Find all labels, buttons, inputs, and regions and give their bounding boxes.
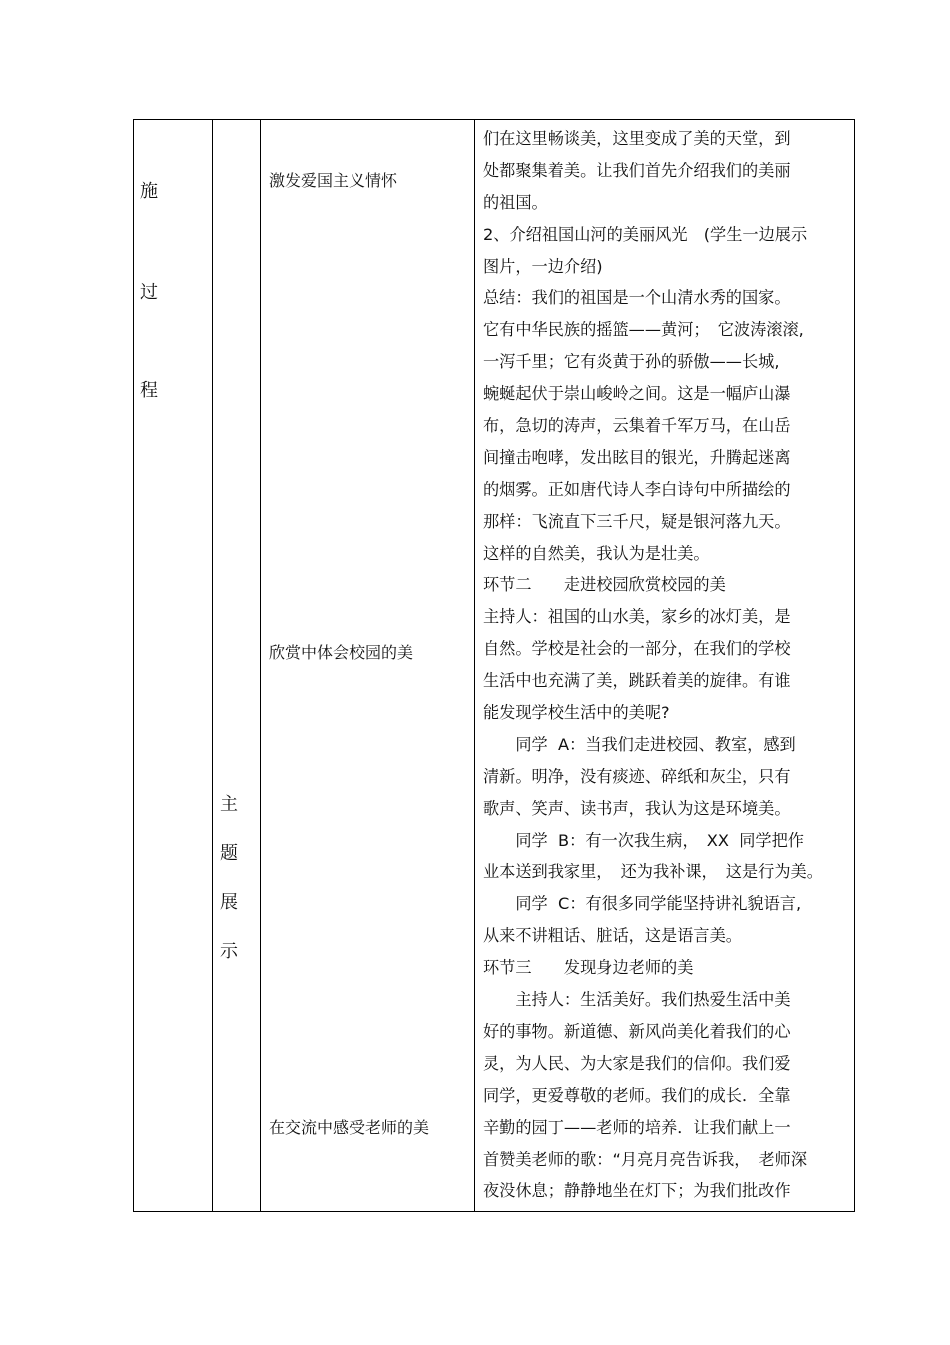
content-line: 的烟雾。正如唐代诗人李白诗句中所描绘的 — [483, 479, 791, 499]
theme-label-char-3: 展 — [220, 892, 238, 913]
theme-label-char-4: 示 — [220, 941, 238, 962]
content-line: 辛勤的园丁——老师的培养．让我们献上一 — [483, 1117, 791, 1137]
content-line: 同学 B：有一次我生病， XX 同学把作 — [483, 830, 804, 850]
content-line: 环节二 走进校园欣赏校园的美 — [483, 575, 726, 595]
content-line: 灵，为人民、为大家是我们的信仰。我们爱 — [483, 1053, 791, 1073]
content-line: 好的事物。新道德、新风尚美化着我们的心 — [483, 1021, 791, 1041]
column-divider-1 — [212, 120, 213, 1211]
process-label-char-1: 施 — [140, 181, 158, 202]
content-line: 布，急切的涛声，云集着千军万马，在山岳 — [483, 416, 791, 436]
content-line: 清新。明净，没有痰迹、碎纸和灰尘，只有 — [483, 766, 791, 786]
content-line: 业本送到我家里， 还为我补课， 这是行为美。 — [483, 862, 823, 882]
content-line: 首赞美老师的歌：“月亮月亮告诉我， 老师深 — [483, 1149, 808, 1169]
content-line: 图片，一边介绍) — [483, 256, 603, 276]
content-line: 2、介绍祖国山河的美丽风光 (学生一边展示 — [483, 224, 808, 244]
content-line: 处都聚集着美。让我们首先介绍我们的美丽 — [483, 160, 791, 180]
content-line: 主持人：生活美好。我们热爱生活中美 — [483, 990, 791, 1010]
column-divider-3 — [474, 120, 475, 1211]
topic-campus-beauty: 欣赏中体会校园的美 — [269, 643, 414, 662]
content-line: 们在这里畅谈美，这里变成了美的天堂，到 — [483, 129, 791, 148]
content-line: 蜿蜒起伏于崇山峻岭之间。这是一幅庐山瀑 — [483, 384, 791, 404]
topic-teacher-beauty: 在交流中感受老师的美 — [269, 1118, 430, 1137]
content-line: 的祖国。 — [483, 192, 548, 212]
content-line: 它有中华民族的摇篮——黄河； 它波涛滚滚, — [483, 320, 804, 340]
content-line: 能发现学校生活中的美呢? — [483, 703, 670, 723]
column-divider-2 — [260, 120, 261, 1211]
content-line: 夜没休息；静静地坐在灯下；为我们批改作 — [483, 1181, 791, 1201]
content-line: 歌声、笑声、读书声，我认为这是环境美。 — [483, 798, 791, 818]
theme-label-char-2: 题 — [220, 843, 238, 864]
content-line: 一泻千里；它有炎黄于孙的骄傲——长城, — [483, 352, 780, 372]
content-line: 同学，更爱尊敬的老师。我们的成长．全靠 — [483, 1085, 791, 1105]
content-text-cell — [483, 123, 855, 1207]
process-label-char-2: 过 — [140, 282, 158, 303]
lesson-plan-table — [133, 119, 855, 1212]
process-label-char-3: 程 — [140, 380, 158, 401]
content-line: 同学 A：当我们走进校园、教室，感到 — [483, 734, 796, 754]
content-line: 主持人：祖国的山水美，家乡的冰灯美，是 — [483, 607, 791, 627]
content-line: 间撞击咆哮，发出眩目的银光，升腾起迷离 — [483, 447, 791, 467]
content-line: 同学 C：有很多同学能坚持讲礼貌语言, — [483, 894, 802, 914]
content-line: 总结：我们的祖国是一个山清水秀的国家。 — [483, 288, 791, 308]
content-line: 自然。学校是社会的一部分，在我们的学校 — [483, 639, 791, 659]
content-line: 生活中也充满了美，跳跃着美的旋律。有谁 — [483, 671, 791, 691]
content-line: 从来不讲粗话、脏话，这是语言美。 — [483, 926, 742, 946]
content-line: 那样：飞流直下三千尺，疑是银河落九天。 — [483, 511, 791, 531]
theme-label-char-1: 主 — [220, 794, 238, 815]
topic-patriotism: 激发爱国主义情怀 — [269, 171, 398, 190]
content-line: 这样的自然美，我认为是壮美。 — [483, 543, 710, 563]
content-line: 环节三 发现身边老师的美 — [483, 958, 694, 978]
